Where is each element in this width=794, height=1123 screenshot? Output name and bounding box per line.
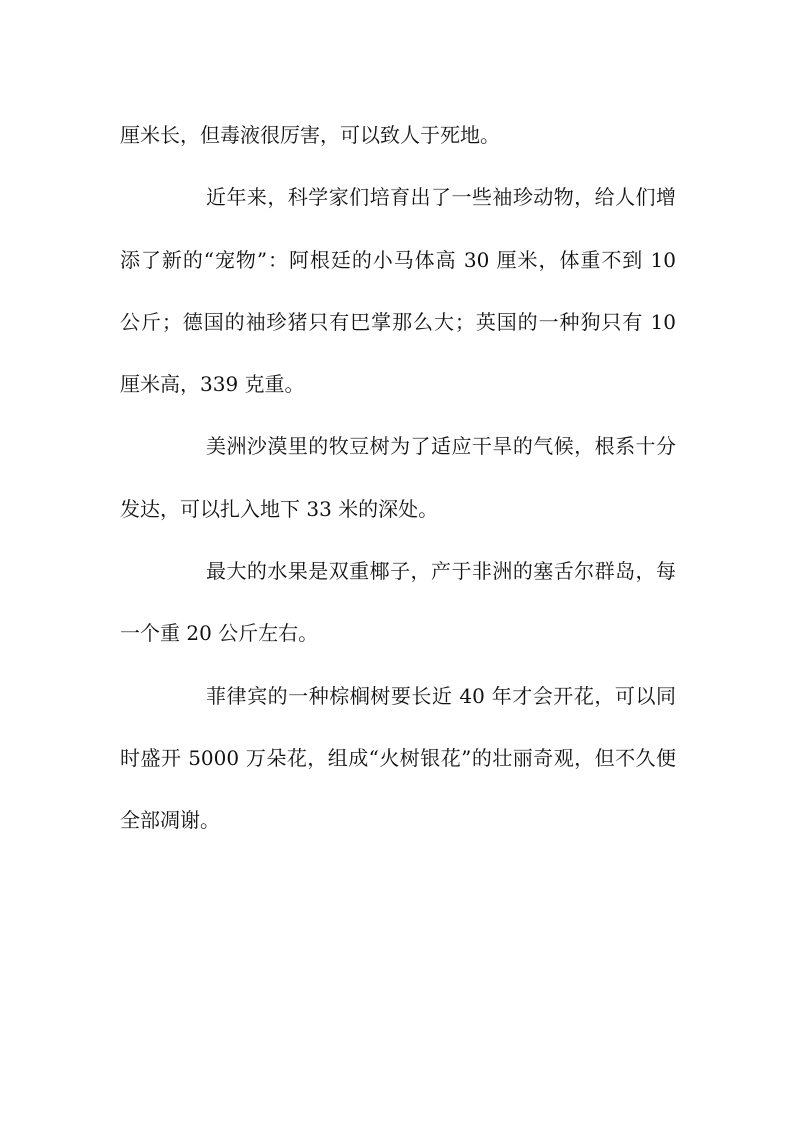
paragraph-miniature-animals: 近年来，科学家们培育出了一些袖珍动物，给人们增添了新的“宠物”：阿根廷的小马体高 30 厘米，体重不到 10 公斤；德国的袖珍猪只有巴掌那么大；英国的一种狗只有 10 厘米高，339 克重。 [120,185,676,397]
paragraph-mesquite-tree: 美洲沙漠里的牧豆树为了适应干旱的气候，根系十分发达，可以扎入地下 33 米的深处。 [120,434,676,521]
paragraph-double-coconut: 最大的水果是双重椰子，产于非洲的塞舌尔群岛，每一个重 20 公斤左右。 [120,559,676,646]
paragraph-continuation: 厘米长，但毒液很厉害，可以致人于死地。 [120,123,500,147]
paragraph-palm-tree: 菲律宾的一种棕榈树要长近 40 年才会开花，可以同时盛开 5000 万朵花，组成“火树银花”的壮丽奇观，但不久便全部凋谢。 [120,683,676,833]
document-body [120,104,676,852]
